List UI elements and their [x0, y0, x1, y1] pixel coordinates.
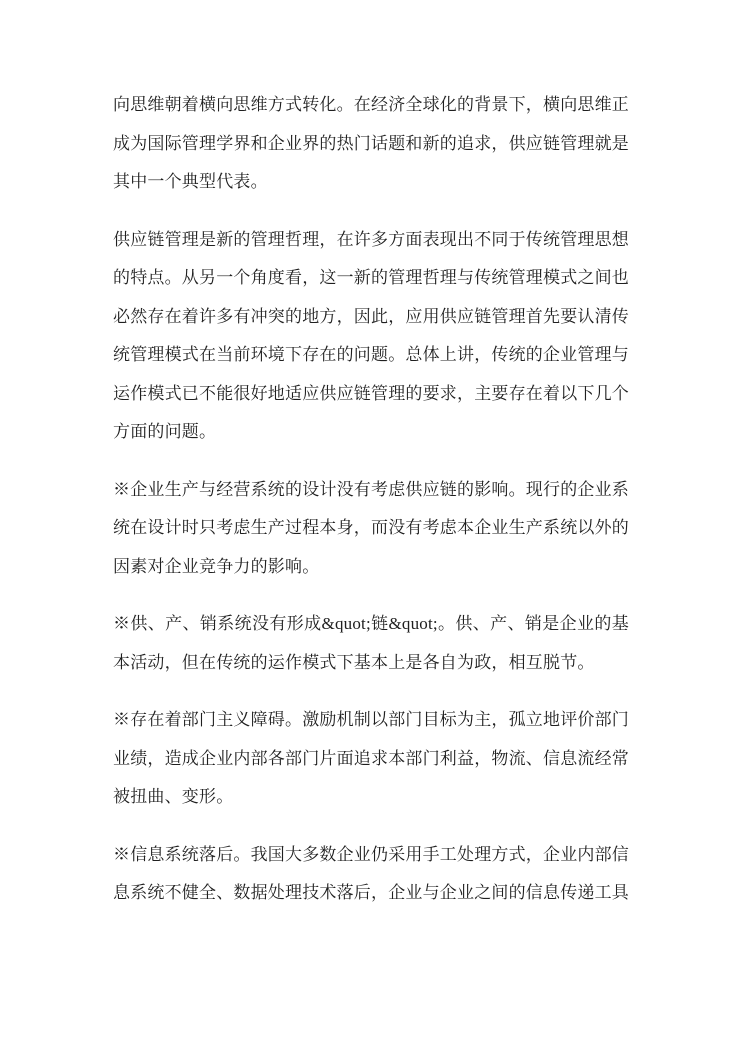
- paragraph-2: 供应链管理是新的管理哲理，在许多方面表现出不同于传统管理思想的特点。从另一个角度看，这一新的管理哲理与传统管理模式之间也必然存在着许多有冲突的地方，因此，应用供应链管理首先要认清传统管理模式在当前环境下存在的问题。总体上讲，传统的企业管理与运作模式已不能很好地适应供应链管理的要求，主要存在着以下几个方面的问题。: [113, 229, 629, 441]
- paragraph-4: ※供、产、销系统没有形成&quot;链&quot;。供、产、销是企业的基本活动，但在传统的运作模式下基本上是各自为政，相互脱节。: [113, 614, 629, 672]
- paragraph-3: ※企业生产与经营系统的设计没有考虑供应链的影响。现行的企业系统在设计时只考虑生产过程本身，而没有考虑本企业生产系统以外的因素对企业竞争力的影响。: [113, 479, 629, 576]
- paragraph-6: ※信息系统落后。我国大多数企业仍采用手工处理方式，企业内部信息系统不健全、数据处理技术落后，企业与企业之间的信息传递工具: [113, 844, 629, 902]
- paragraph-1: 向思维朝着横向思维方式转化。在经济全球化的背景下，横向思维正成为国际管理学界和企业界的热门话题和新的追求，供应链管理就是其中一个典型代表。: [113, 95, 629, 191]
- paragraph-5: ※存在着部门主义障碍。激励机制以部门目标为主，孤立地评价部门业绩，造成企业内部各部门片面追求本部门利益，物流、信息流经常被扭曲、变形。: [113, 710, 629, 806]
